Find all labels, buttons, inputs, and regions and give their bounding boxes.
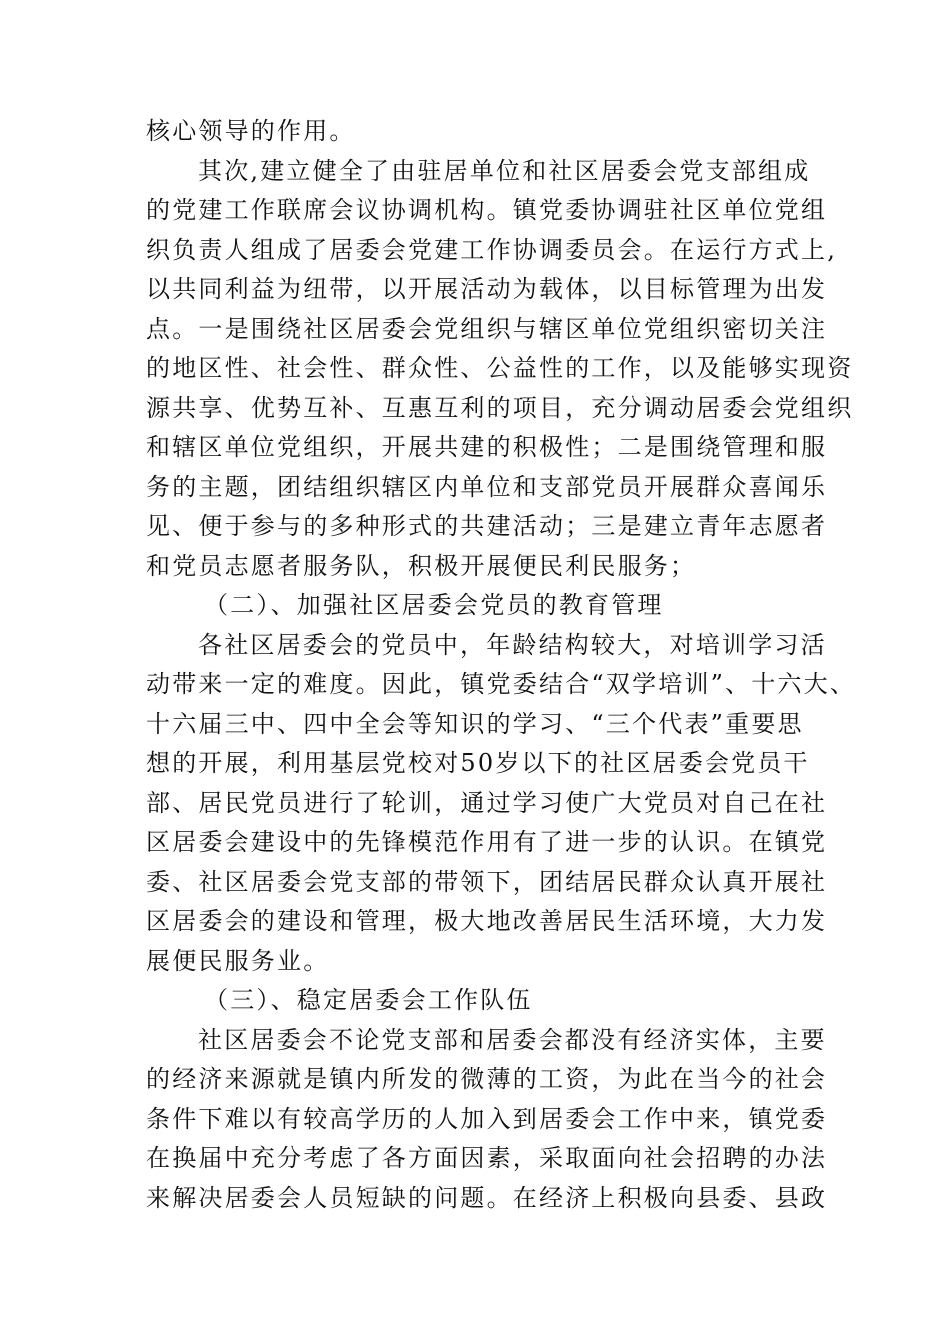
paragraph-start-line: 社区居委会不论党支部和居委会都没有经济实体，主要 [198,1025,827,1054]
text-line: 源共享、优势互补、互惠互利的项目，充分调动居委会党组织 [146,393,854,422]
text-line: 委、社区居委会党支部的带领下，团结居民群众认真开展社 [146,867,828,896]
document-body [146,112,857,1218]
text-line: 在换届中充分考虑了各方面因素，采取面向社会招聘的办法 [146,1144,828,1172]
text-line: 想的开展，利用基层党校对50岁以下的社区居委会党员干 [146,749,810,777]
text-line: 的经济来源就是镇内所发的微薄的工资，为此在当今的社会 [146,1065,828,1093]
text-line: 展便民服务业。 [146,946,330,975]
text-line: 条件下难以有较高学历的人加入到居委会工作中来，镇党委 [146,1104,828,1133]
text-line: 和党员志愿者服务队，积极开展便民利民服务； [146,551,697,580]
text-line: 的地区性、社会性、群众性、公益性的工作，以及能够实现资 [146,354,854,382]
text-line: 和辖区单位党组织，开展共建的积极性；二是围绕管理和服 [146,433,828,461]
text-line: 见、便于参与的多种形式的共建活动；三是建立青年志愿者 [146,512,828,540]
section-heading: （三）、稳定居委会工作队伍 [204,986,533,1014]
section-heading: （二）、加强社区居委会党员的教育管理 [204,591,664,619]
text-line: 区居委会建设中的先锋模范作用有了进一步的认识。在镇党 [146,828,828,856]
text-line: 动带来一定的难度。因此，镇党委结合“双学培训”、十六大、 [146,670,857,698]
text-line: 十六届三中、四中全会等知识的学习、“三个代表”重要思 [146,709,804,738]
text-line: 织负责人组成了居委会党建工作协调委员会。在运行方式上, [146,235,838,264]
text-line: 以共同利益为纽带，以开展活动为载体，以目标管理为出发 [146,275,828,303]
paragraph-start-line: 各社区居委会的党员中，年龄结构较大，对培训学习活 [198,630,827,659]
text-line: 的党建工作联席会议协调机构。镇党委协调驻社区单位党组 [146,196,828,224]
text-line: 区居委会的建设和管理，极大地改善居民生活环境，大力发 [146,907,828,935]
text-line: 核心领导的作用。 [146,117,356,145]
paragraph-start-line: 其次,建立健全了由驻居单位和社区居委会党支部组成 [198,156,811,185]
text-line: 来解决居委会人员短缺的问题。在经济上积极向县委、县政 [146,1183,828,1212]
text-line: 部、居民党员进行了轮训，通过学习使广大党员对自己在社 [146,788,828,817]
text-line: 务的主题，团结组织辖区内单位和支部党员开展群众喜闻乐 [146,472,828,501]
text-line: 点。一是围绕社区居委会党组织与辖区单位党组织密切关注 [146,314,828,343]
